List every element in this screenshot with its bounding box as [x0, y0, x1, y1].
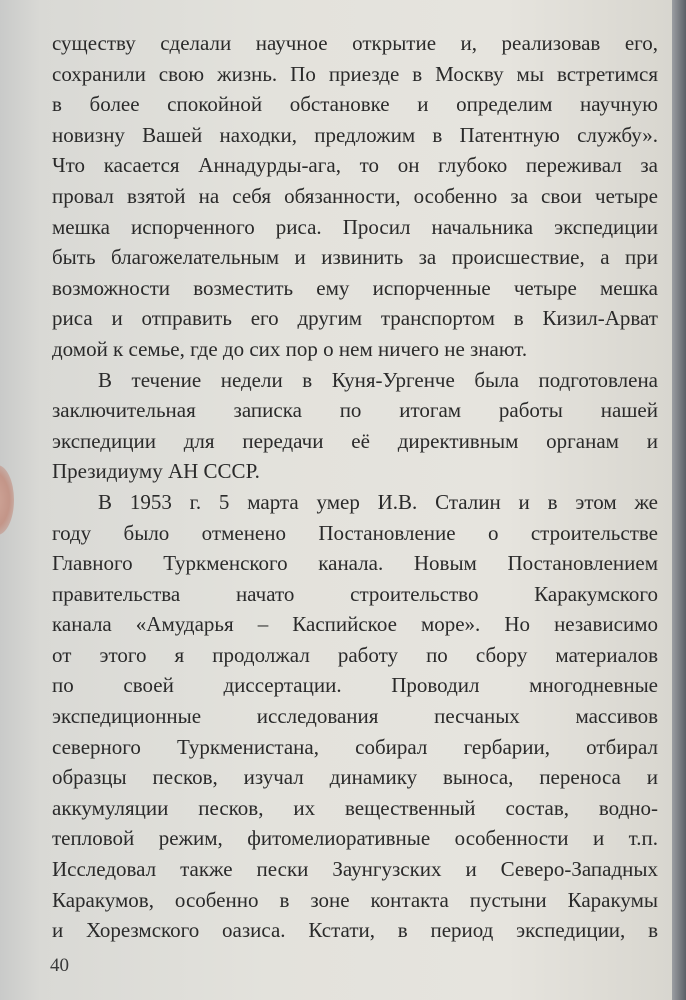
text-line: по своей диссертации. Проводил многодневные [52, 673, 658, 698]
text-line: северного Туркменистана, собирал гербарии, отбирал [52, 734, 658, 759]
text-line: Что касается Аннадурды-ага, то он глубоко переживал за [52, 153, 658, 178]
text-line: правительства начато строительство Каракумского [52, 581, 658, 606]
page-number: 40 [50, 955, 69, 976]
text-line: и Хорезмского оазиса. Кстати, в период экспедиции, в [52, 918, 658, 943]
text-line: риса и отправить его другим транспортом в Кизил-Арват [52, 306, 658, 331]
text-line: Каракумов, особенно в зоне контакта пустыни Каракумы [52, 887, 658, 912]
text-line: экспедиции для передачи её директивным органам и [52, 428, 658, 453]
text-line: провал взятой на себя обязанности, особенно за свои четыре [52, 183, 658, 208]
body-text [52, 28, 658, 946]
text-line: Исследовал также пески Заунгузских и Северо-Западных [52, 857, 658, 882]
text-line: существу сделали научное открытие и, реализовав его, [52, 31, 658, 55]
page-edge-shadow [672, 0, 686, 1000]
text-line: мешка испорченного риса. Просил начальника экспедиции [52, 214, 658, 239]
text-line: домой к семье, где до сих пор о нем ничего не знают. [52, 336, 528, 361]
text-line: аккумуляции песков, их вещественный состав, водно- [52, 795, 658, 820]
text-line: быть благожелательным и извинить за происшествие, а при [52, 245, 658, 270]
text-line: году было отменено Постановление о строительстве [52, 520, 658, 545]
text-line: тепловой режим, фитомелиоративные особенности и т.п. [52, 826, 658, 851]
text-line: сохранили свою жизнь. По приезде в Москву мы встретимся [52, 61, 658, 86]
text-line: новизну Вашей находки, предложим в Патентную службу». [52, 122, 658, 147]
text-line: заключительная записка по итогам работы нашей [52, 398, 658, 423]
text-line: Президиуму АН СССР. [52, 459, 260, 484]
text-line: Главного Туркменского канала. Новым Постановлением [52, 551, 658, 576]
text-line: образцы песков, изучал динамику выноса, переноса и [52, 765, 658, 790]
text-line: в более спокойной обстановке и определим научную [52, 92, 658, 117]
paragraph-first-line: В 1953 г. 5 марта умер И.В. Сталин и в этом же [98, 489, 658, 514]
text-line: экспедиционные исследования песчаных массивов [52, 704, 658, 729]
text-line: от этого я продолжал работу по сбору материалов [52, 642, 658, 667]
paragraph-first-line: В течение недели в Куня-Ургенче была подготовлена [98, 367, 658, 392]
text-line: возможности возместить ему испорченные четыре мешка [52, 275, 658, 300]
finger-shadow [0, 465, 14, 535]
text-line: канала «Амударья – Каспийское море». Но независимо [52, 612, 658, 637]
